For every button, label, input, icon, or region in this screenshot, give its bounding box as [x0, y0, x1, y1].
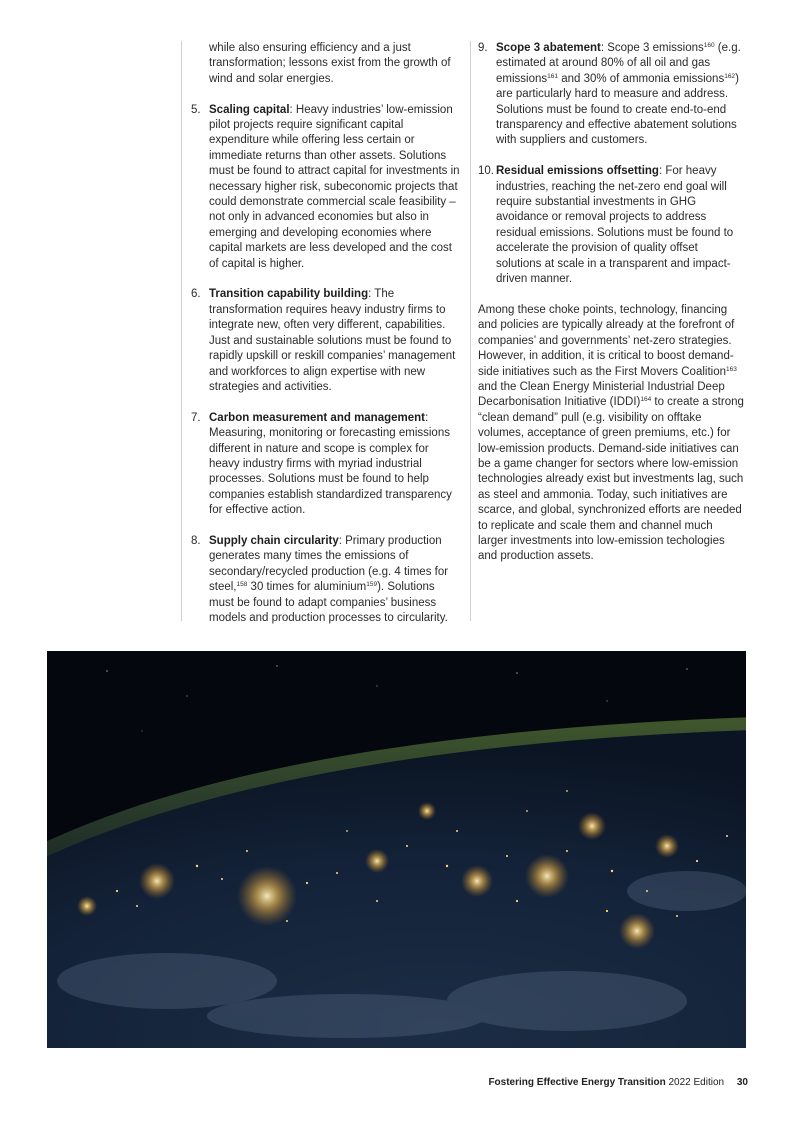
item-heading: Supply chain circularity: [209, 534, 339, 547]
footnote-ref[interactable]: 162: [724, 72, 736, 80]
list-item-carbon-measurement: [182, 411, 470, 519]
list-item-supply-chain: [182, 534, 470, 626]
footer-edition: 2022 Edition: [668, 1077, 725, 1088]
left-column: [181, 41, 471, 624]
earth-night-illustration: [47, 651, 746, 1048]
item-text: ). Solutions must be found to adapt companies’ business models and production processes to circularity.: [209, 581, 448, 624]
footnote-ref[interactable]: 164: [640, 396, 652, 404]
item-text: : The transformation requires heavy industry firms to integrate new, often very different, capabilities. Just and sustainable solutions must be found to rapidly upskill or reskill companies’ management and workforces to align expertise with new strategies and activities.: [209, 288, 456, 393]
item-text: : For heavy industries, reaching the net-zero end goal will require substantial investments in GHG avoidance or removal projects to address residual emissions. Solutions must be found to accelerate the provision of quality offset solutions at scale in a transparent and impact-driven manner.: [496, 165, 734, 286]
footnote-ref[interactable]: 160: [703, 42, 715, 49]
item-text: and 30% of ammonia emissions: [558, 72, 725, 85]
list-number: 5.: [191, 103, 201, 116]
item-text: : Primary production generates many times the emissions of secondary/recycled production (e.g. 4 times for steel,: [209, 534, 449, 594]
earth-at-night-photo: [47, 651, 746, 1048]
paragraph-text: to create a strong “clean demand” pull (e.g. visibility on offtake volumes, acceptance of green premiums, etc.) for low-emission products. Demand-side initiatives can be a game changer for sectors where low-emission technologies already exist but investments lag, such as steel and ammonia. Today, such initiatives are scarce, and global, synchronized efforts are needed to replicate and scale them and channel much larger investments into low-emission techologies and production assets.: [478, 396, 744, 563]
item-heading: Carbon measurement and management: [209, 411, 426, 424]
paragraph-text: and the Clean Energy Ministerial Industrial Deep Decarbonisation Initiative (IDDI): [478, 380, 725, 409]
footnote-ref[interactable]: 159: [366, 581, 378, 589]
item-heading: Scaling capital: [209, 103, 290, 116]
list-number: 7.: [191, 411, 201, 424]
page-footer: [488, 1077, 748, 1088]
paragraph-text: Among these choke points, technology, financing and policies are typically already at the forefront of companies’ and governments’ net-zero strategies. However, in addition, it is critical to boost demand-side initiatives such as the First Movers Coalition: [478, 303, 735, 378]
page-number: 30: [736, 1077, 748, 1088]
list-number: 9.: [478, 42, 488, 54]
list-number: 8.: [191, 534, 201, 547]
list-number: 10.: [478, 165, 494, 178]
footnote-ref[interactable]: 161: [547, 72, 558, 80]
list-item-transition-capability: [182, 287, 470, 395]
footnote-ref[interactable]: 163: [726, 365, 737, 373]
item-text: : Heavy industries’ low-emission pilot projects require significant capital expenditure while offering less certain or immediate returns than other assets. Solutions must be found to attract capital for investments in necessary higher risk, subeconomic projects that could demonstrate commercial scale feasibility – not only in advanced economies but also in emerging and developing economies where capital markets are less developed and the cost of capital is higher.: [209, 103, 460, 270]
list-item-scaling-capital: [182, 103, 470, 272]
item-text: : Measuring, monitoring or forecasting emissions different in nature and scope is complex for heavy industry firms with myriad industrial processes. Solutions must be found to help companies establish standardized transparency for effective action.: [209, 411, 452, 517]
footnote-ref[interactable]: 158: [236, 581, 248, 589]
body-paragraph: [478, 303, 748, 565]
item-text: (e.g. estimated at around 80% of all oil and gas emissions: [496, 42, 741, 85]
item-text: 30 times for aluminium: [247, 581, 367, 594]
item-heading: Scope 3 abatement: [496, 42, 601, 54]
item-text: ) are particularly hard to measure and address. Solutions must be found to create end-to-end transparency and effective abatement solutions with suppliers and customers.: [496, 72, 739, 147]
list-number: 6.: [191, 288, 201, 301]
item-heading: Residual emissions offsetting: [496, 165, 659, 178]
right-column: [478, 41, 748, 565]
item-text: : Scope 3 emissions: [600, 42, 704, 54]
footer-title: Fostering Effective Energy Transition: [488, 1077, 666, 1088]
list-item-residual-emissions: [478, 164, 748, 287]
item-heading: Transition capability building: [209, 288, 369, 301]
list-item-scope3: [478, 41, 748, 149]
continuation-paragraph: while also ensuring efficiency and a just transformation; lessons exist from the growth of wind and solar energies.: [209, 42, 451, 85]
